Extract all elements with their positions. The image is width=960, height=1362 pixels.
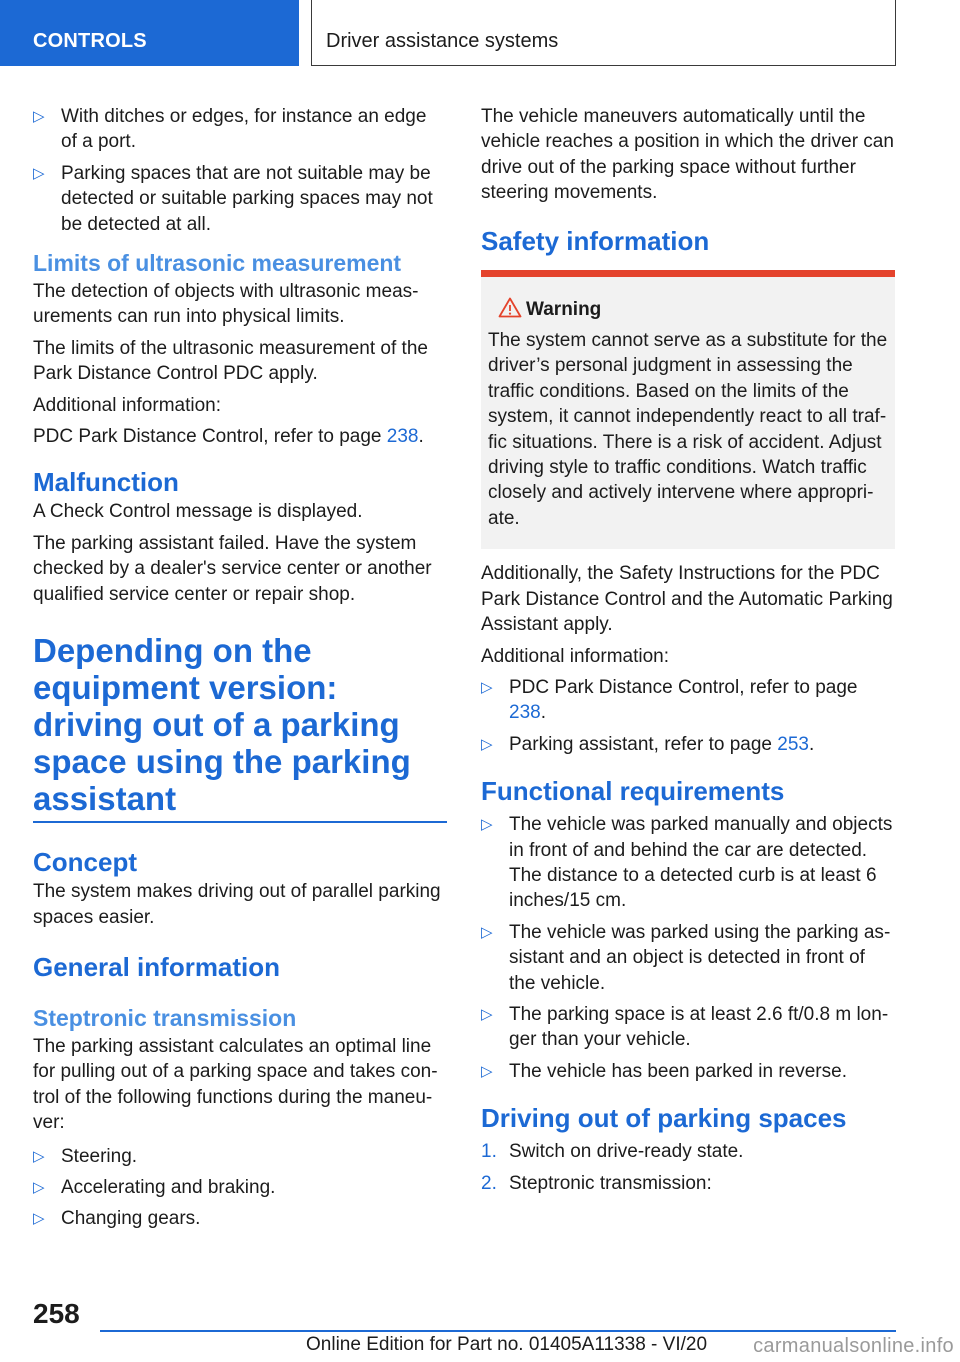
numbered-step: 2. Steptronic transmission: [481,1171,895,1196]
list-item: ▷ Changing gears. [33,1206,443,1231]
functional-heading: Functional requirements [481,776,785,807]
section-title: CONTROLS [33,30,147,52]
section-tab [0,0,299,66]
page-link[interactable]: 253 [777,733,809,755]
paragraph: The limits of the ultrasonic measurement of the Park Distance Control PDC apply. [33,337,428,385]
paragraph: Additional information: [481,645,669,667]
step-number: 2. [481,1172,497,1194]
triangle-bullet-icon: ▷ [481,816,493,834]
heading-rule [33,821,447,823]
paragraph: The vehicle maneuvers automatically until the vehicle reaches a position in which the driver can drive out of the parking space without further steering movements. [481,106,894,204]
chapter-title: Driver assistance systems [326,30,559,52]
section-heading: Depending on the equipment version: driving out of a parking space using the parking assistant [33,632,411,818]
list-item: ▷ The parking space is at least 2.6 ft/0.8 m longer than your vehicle. [481,1003,889,1051]
paragraph: The parking assistant calculates an optimal line for pulling out of a parking space and takes control of the following functions during the maneuver: [33,1035,438,1134]
warning-text: The system cannot serve as a substitute for the driver’s personal judgment in assessing the traffic conditions. Based on the limits of the system, it cannot independently react to all traffic situations. There is a risk of accident. Adjust driving style to traffic conditions. Watch traffic closely and actively intervene where appropriate. [488,330,888,529]
driving-out-heading: Driving out of parking spaces [481,1103,847,1134]
page-link[interactable]: 238 [386,426,419,448]
limits-heading: Limits of ultrasonic measurement [33,250,402,277]
warning-triangle-icon [498,297,522,318]
list-item: ▷ Parking spaces that are not suitable may be detected or suitable parking spaces may not be detected at all. [33,162,433,235]
list-item: ▷ The vehicle has been parked in reverse. [481,1059,895,1084]
triangle-bullet-icon: ▷ [481,1062,493,1080]
triangle-bullet-icon: ▷ [33,108,45,125]
paragraph: The detection of objects with ultrasonic measurements can run into physical limits. [33,281,419,328]
chapter-tab [311,0,896,66]
general-heading: General information [33,951,281,982]
list-item: ▷ The vehicle was parked manually and objects in front of and behind the car are detected. The distance to a detected curb is at least 6 inches/15 cm. [481,814,893,912]
warning-box [481,270,895,550]
concept-heading: Concept [33,847,137,878]
paragraph: The system makes driving out of parallel parking spaces easier. [33,881,441,928]
paragraph: A Check Control message is displayed. [33,501,363,523]
warning-bar [481,270,895,277]
triangle-bullet-icon: ▷ [481,735,493,753]
edition-note: Online Edition for Part no. 01405A11338 - VI/20 [306,1334,708,1355]
step-number: 1. [481,1141,497,1163]
list-item: ▷ PDC Park Distance Control, refer to page 238. [481,676,858,724]
safety-heading: Safety information [481,225,710,256]
left-column [33,104,443,1232]
watermark: carmanualsonline.info [753,1335,954,1357]
triangle-bullet-icon: ▷ [481,1005,493,1023]
paragraph: Additionally, the Safety Instructions for the PDC Park Distance Control and the Automatic Parking Assistant apply. [481,563,893,636]
steptronic-heading: Steptronic transmission [33,1004,297,1031]
triangle-bullet-icon: ▷ [33,1210,45,1228]
triangle-bullet-icon: ▷ [33,1147,45,1165]
triangle-bullet-icon: ▷ [481,923,493,941]
page-link[interactable]: 238 [509,702,541,724]
triangle-bullet-icon: ▷ [33,1178,45,1196]
page-number: 258 [33,1298,80,1329]
paragraph: The parking assistant failed. Have the system checked by a dealer's service center or another qualified service center or repair shop. [33,532,432,605]
footer-rule [100,1330,896,1332]
triangle-bullet-icon: ▷ [33,164,45,182]
list-item: ▷ The vehicle was parked using the parking assistant and an object is detected in front of the vehicle. [481,921,891,994]
list-item: ▷ Steering. [33,1144,443,1169]
paragraph: Additional information: [33,394,221,416]
right-column [481,104,895,1196]
warning-title: Warning [488,297,889,322]
list-item: ▷ Parking assistant, refer to page 253. [481,732,895,757]
numbered-step: 1. Switch on drive-ready state. [481,1139,895,1164]
malfunction-heading: Malfunction [33,467,179,498]
list-item: ▷ With ditches or edges, for instance an edge of a port. [33,106,427,153]
list-item: ▷ Accelerating and braking. [33,1175,443,1200]
triangle-bullet-icon: ▷ [481,678,493,696]
page-reference: PDC Park Distance Control, refer to page 238. [33,426,424,448]
